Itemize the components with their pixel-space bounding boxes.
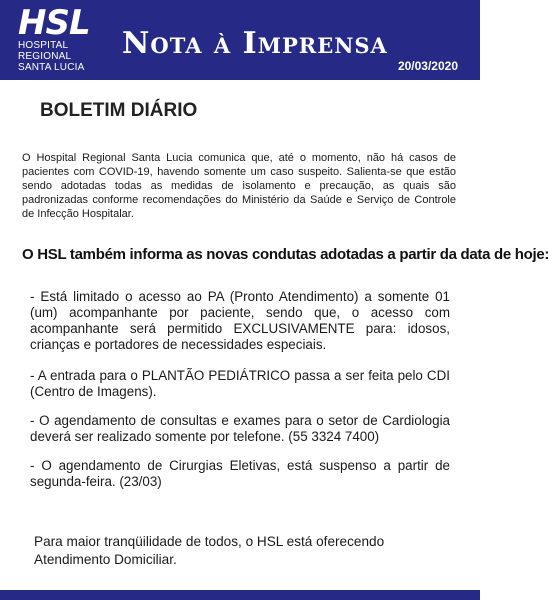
page-title: Nota à Imprensa	[122, 26, 388, 61]
logo-mark: HSL	[18, 3, 90, 43]
lead-sentence: O HSL também informa as novas condutas adotadas a partir da data de hoje:	[22, 246, 549, 263]
notice-item-cardiology-scheduling: - O agendamento de consultas e exames para o setor de Cardiologia deverá ser realizado somente por telefone. (55 3324 7400)	[30, 413, 450, 444]
logo-line-santa-lucia: SANTA LUCIA	[18, 62, 85, 73]
intro-paragraph: O Hospital Regional Santa Lucia comunica que, até o momento, não há casos de pacientes com COVID-19, havendo somente um caso suspeito. Salienta-se que estão sendo adotadas todas as medidas de isolamento e precaução, as quais são padronizadas conforme recomendações do Ministério da Saúde e Serviço de Controle de Infecção Hospitalar.	[22, 152, 456, 220]
header-banner	[0, 0, 480, 80]
logo-line-hospital: HOSPITAL	[18, 40, 69, 51]
notice-item-elective-surgery: - O agendamento de Cirurgias Eletivas, está suspenso a partir de segunda-feira. (23/03)	[30, 458, 450, 489]
logo-line-regional: REGIONAL	[18, 51, 72, 62]
notice-item-pediatric-entrance: - A entrada para o PLANTÃO PEDIÁTRICO passa a ser feita pelo CDI (Centro de Imagens).	[30, 368, 450, 399]
closing-paragraph: Para maior tranqüilidade de todos, o HSL está oferecendo Atendimento Domiciliar.	[34, 534, 385, 567]
release-date: 20/03/2020	[397, 59, 458, 73]
hospital-logo	[18, 3, 96, 76]
bulletin-heading: BOLETIM DIÁRIO	[40, 100, 198, 121]
footer-bar	[0, 590, 480, 600]
notice-item-pa-access: - Está limitado o acesso ao PA (Pronto Atendimento) a somente 01 (um) acompanhante por paciente, sendo que, o acesso com acompanhante será permitido EXCLUSIVAMENTE para: idosos, crianças e portadores de necessidades especiais.	[30, 289, 450, 352]
